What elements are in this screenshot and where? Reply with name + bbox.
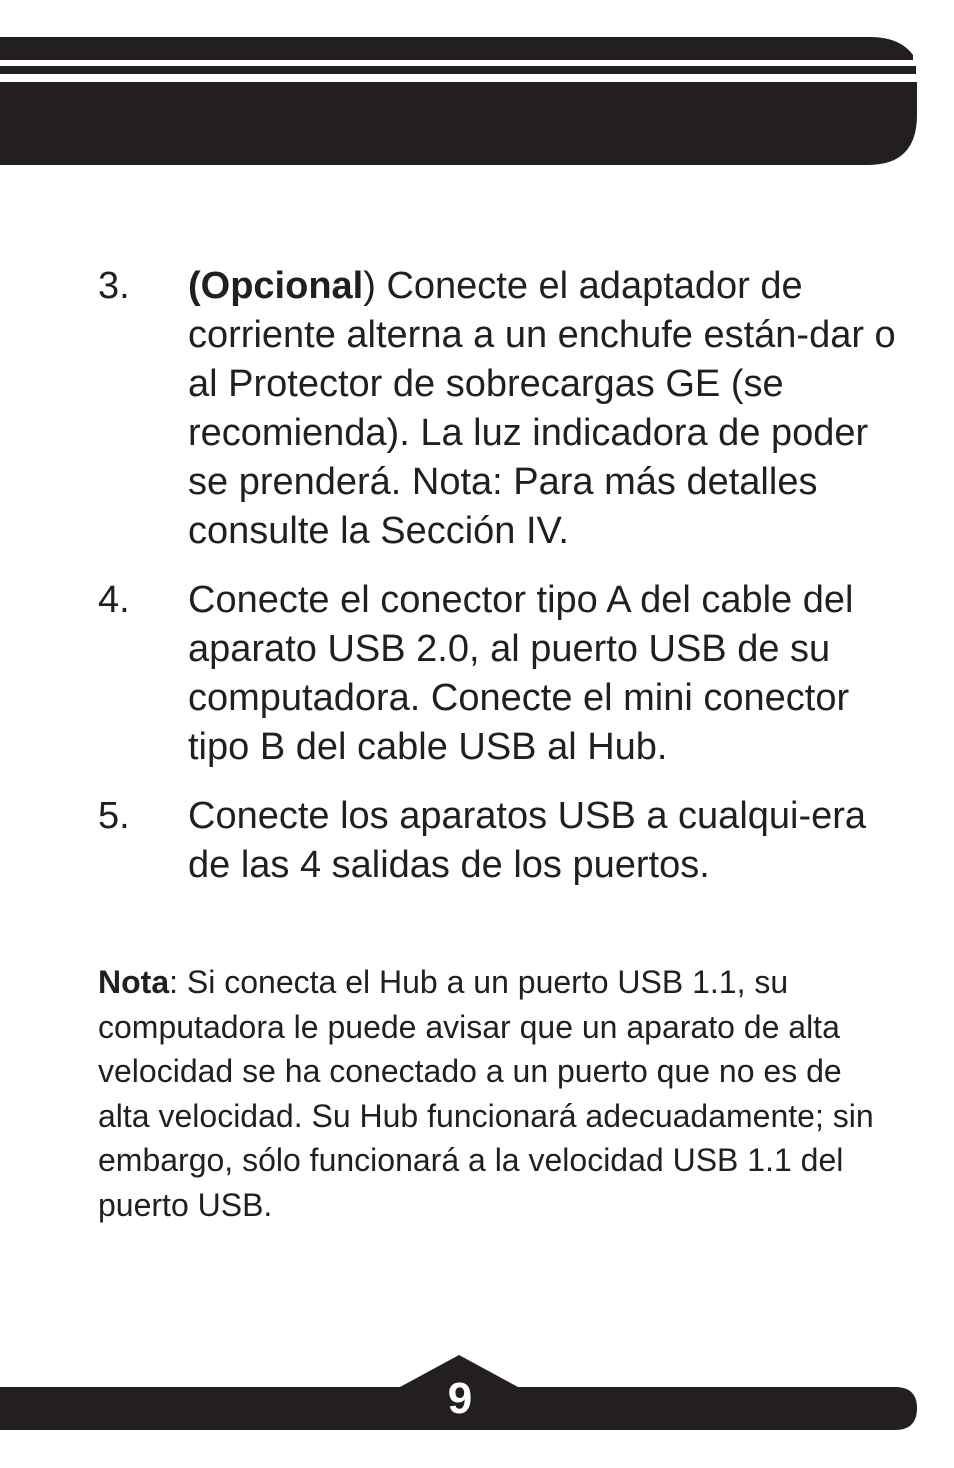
step-text: Conecte el conector tipo A del cable del aparato USB 2.0, al puerto USB de su computadora. Conecte el mini conector tipo B del cable USB al Hub. <box>188 579 854 768</box>
note-paragraph <box>98 960 898 1227</box>
step-number: 3. <box>98 265 130 307</box>
step-number: 5. <box>98 795 130 837</box>
step-text: Conecte los aparatos USB a cualqui-era de las 4 salidas de los puertos. <box>188 795 867 886</box>
step-number: 4. <box>98 579 130 621</box>
optional-label: (Opcional <box>188 265 364 307</box>
step-text <box>188 262 898 556</box>
note-label: Nota <box>98 964 170 1000</box>
step-5 <box>98 792 898 890</box>
step-4 <box>98 576 898 772</box>
header-banner <box>0 0 954 180</box>
step-3 <box>98 262 898 556</box>
page-number: 9 <box>447 1374 473 1423</box>
instruction-steps <box>98 262 898 910</box>
step-text-body: ) Conecte el adaptador de corriente alterna a un enchufe están-dar o al Protector de sobrecargas GE (se recomienda). La luz indicadora de poder se prenderá. Nota: Para más detalles consulte la Sección IV. <box>188 265 896 552</box>
note-text: : Si conecta el Hub a un puerto USB 1.1, su computadora le puede avisar que un aparato de alta velocidad se ha conectado a un puerto que no es de alta velocidad. Su Hub funcionará adecuadamente; sin embargo, sólo funcionará a la velocidad USB 1.1 del puerto USB. <box>98 964 874 1223</box>
